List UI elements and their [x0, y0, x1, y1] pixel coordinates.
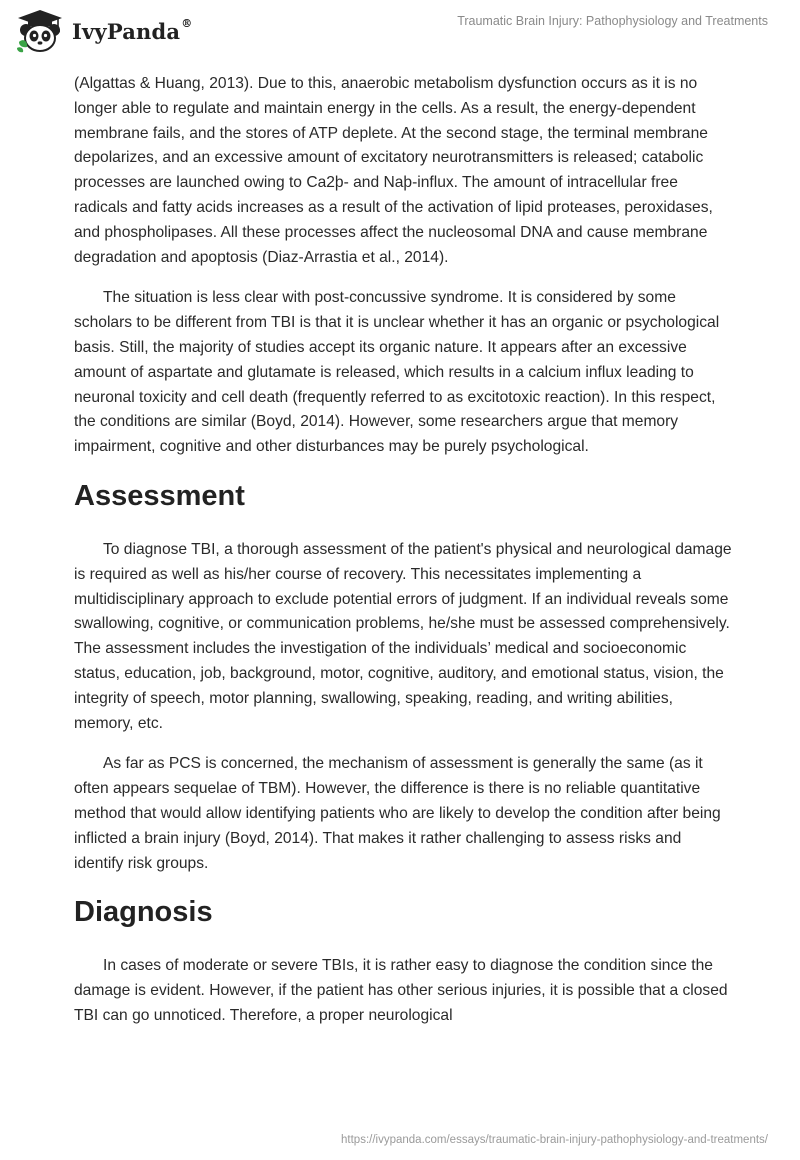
section-heading-assessment: Assessment [74, 479, 245, 512]
document-title: Traumatic Brain Injury: Pathophysiology and Treatments [457, 14, 768, 28]
paragraph: The situation is less clear with post-concussive syndrome. It is considered by some scholars to be different from TBI is that it is unclear whether it has an organic or psychological basis. Still, the majority of studies accept its organic nature. It appears after an excessive amount of aspartate and glutamate is released, which results in a calcium influx leading to neuronal toxicity and cell death (frequently referred to as excitotoxic reaction). In this respect, the conditions are similar (Boyd, 2014). However, some researchers argue that memory impairment, cognitive and other disturbances may be purely psychological. [74, 289, 720, 456]
paragraph: As far as PCS is concerned, the mechanism of assessment is generally the same (as it often appears sequelae of TBM). However, the difference is there is no reliable quantitative method that would allow identifying patients who are likely to develop the condition after being inflicted a brain injury (Boyd, 2014). That makes it rather challenging to assess risks and identify risk groups. [74, 755, 721, 872]
paragraph: In cases of moderate or severe TBIs, it is rather easy to diagnose the condition since the damage is evident. However, if the patient has other serious injuries, it is possible that a closed TBI can go unnoticed. Therefore, a proper neurological [74, 957, 728, 1024]
page-header [0, 0, 800, 62]
source-url[interactable]: https://ivypanda.com/essays/traumatic-brain-injury-pathophysiology-and-treatments/ [341, 1134, 768, 1146]
brand-logo[interactable] [14, 8, 192, 54]
section-heading-diagnosis: Diagnosis [74, 896, 213, 929]
paragraph: To diagnose TBI, a thorough assessment of the patient's physical and neurological damage is required as well as his/her course of recovery. This necessitates implementing a multidisciplinary approach to exclude potential errors of judgment. If an individual reveals some swallowing, cognitive, or communication problems, he/she must be assessed comprehensively. The assessment includes the investigation of the individuals’ medical and socioeconomic status, education, job, background, motor, cognitive, auditory, and emotional status, vision, the integrity of speech, motor planning, swallowing, speaking, reading, and writing abilities, memory, etc. [74, 540, 732, 732]
brand-name: IvyPanda® [72, 16, 193, 44]
paragraph: (Algattas & Huang, 2013). Due to this, anaerobic metabolism dysfunction occurs as it is no longer able to regulate and maintain energy in the cells. As a result, the energy-dependent membrane fails, and the stores of ATP deplete. At the second stage, the terminal membrane depolarizes, and an excessive amount of excitatory neurotransmitters is released; catabolic processes are launched owing to Ca2þ- and Naþ-influx. The amount of intracellular free radicals and fatty acids increases as a result of the activation of lipid proteases, peroxidases, and phospholipases. All these processes affect the nucleosomal DNA and cause membrane degradation and apoptosis (Diaz-Arrastia et al., 2014). [74, 75, 713, 266]
panda-graduate-icon [14, 8, 66, 54]
essay-body [74, 72, 734, 1045]
